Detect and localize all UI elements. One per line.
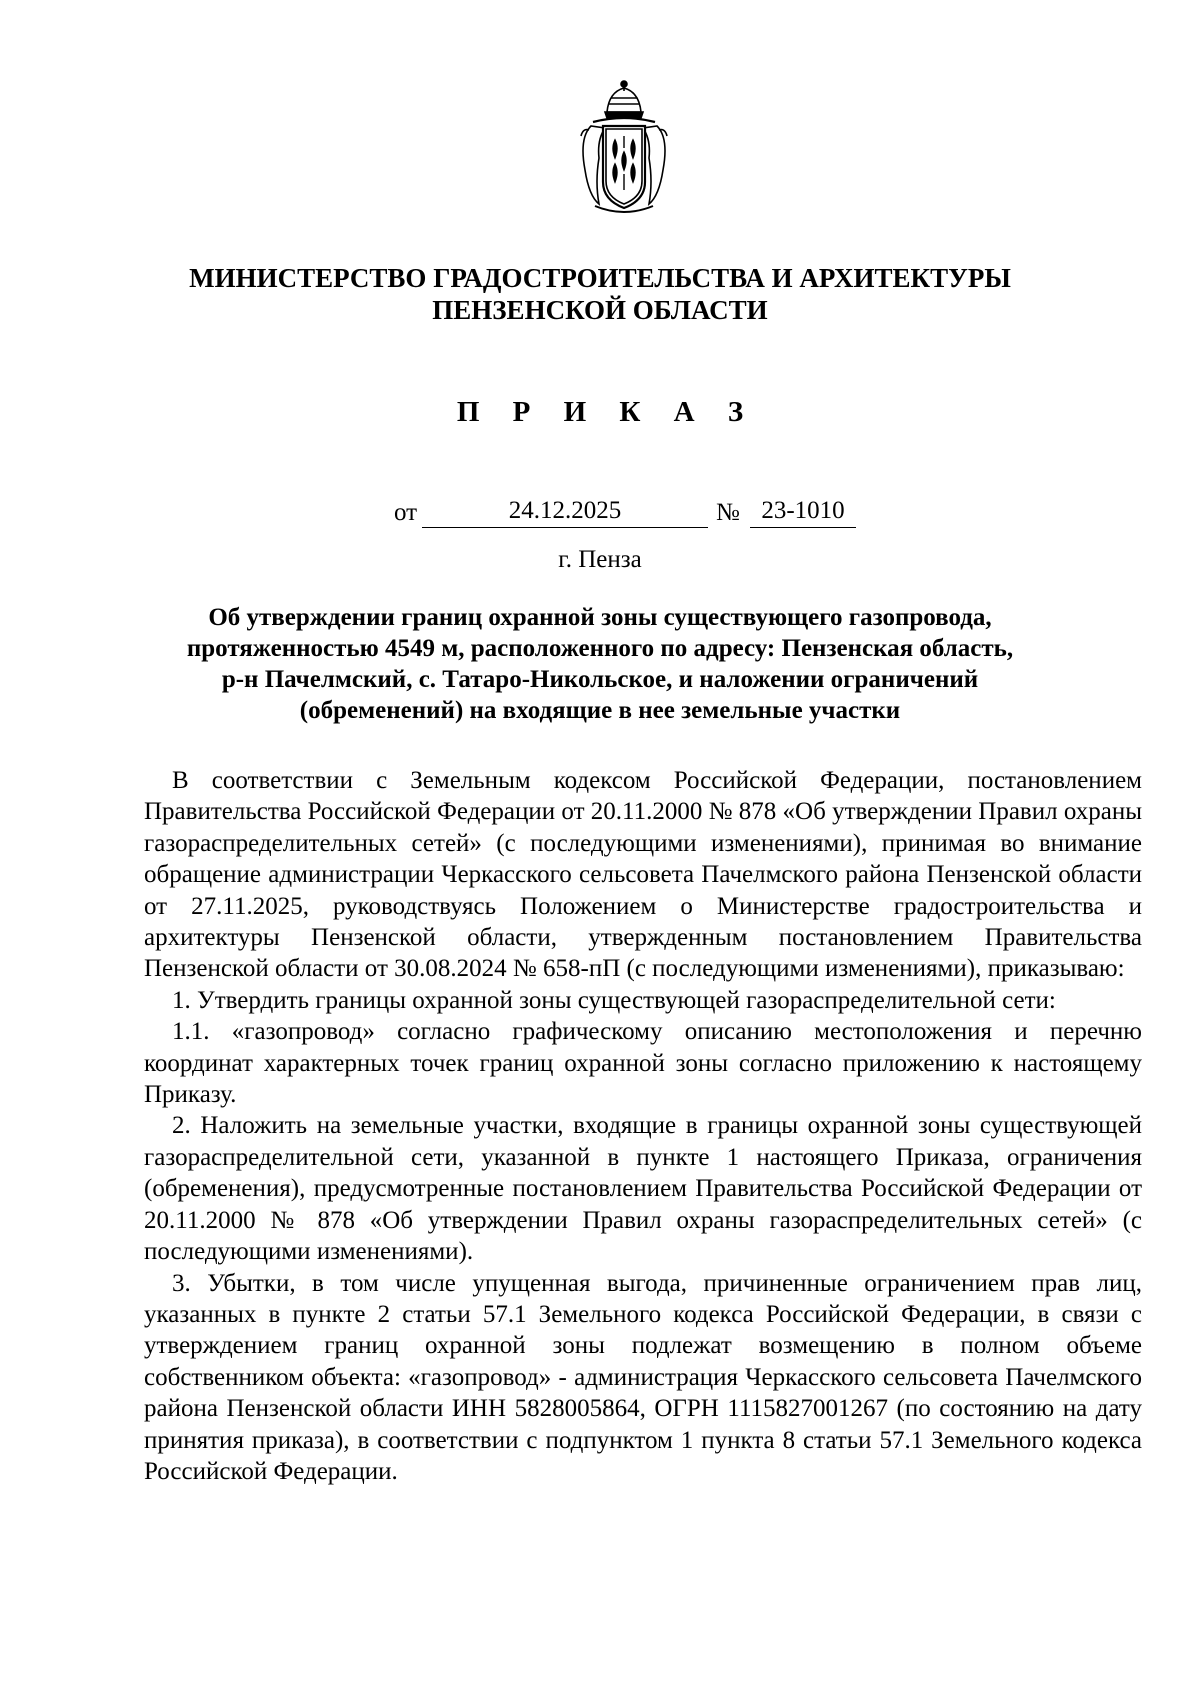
item-3-paragraph: 3. Убытки, в том числе упущенная выгода, причиненные ограничением прав лиц, указанных в пункте 2 статьи 57.1 Земельного кодекса Российской Федерации, в связи с утверждением границ охранной зоны подлежат возмещению в полном объеме собственником объекта: «газопровод» - администрация Черкасского сельсовета Пачелмского района Пензенской области ИНН 5828005864, ОГРН 1115827001267 (по состоянию на дату принятия приказа), в соответствии с подпунктом 1 пункта 8 статьи 57.1 Земельного кодекса Российской Федерации. [144,1269,1142,1485]
ministry-name-line-2: ПЕНЗЕНСКОЙ ОБЛАСТИ [432,295,768,325]
ministry-name-line-1: МИНИСТЕРСТВО ГРАДОСТРОИТЕЛЬСТВА И АРХИТЕКТУРЫ [189,263,1011,293]
order-number: 23-1010 [750,497,856,528]
date-label: от [394,499,418,526]
issue-city: г. Пенза [558,546,642,573]
item-1-1-paragraph: 1.1. «газопровод» согласно графическому описанию местоположения и перечню координат характерных точек границ охранной зоны согласно приложению к настоящему Приказу. [144,1018,1142,1109]
subject-line-1: Об утверждении границ охранной зоны существующего газопровода, [208,604,992,631]
subject-line-3: р-н Пачелмский, с. Татаро-Никольское, и наложении ограничений [221,666,979,693]
penza-coat-of-arms-icon [569,78,679,218]
subject-line-4: (обременений) на входящие в нее земельные участки [299,697,901,724]
order-date: 24.12.2025 [422,497,708,528]
number-label: № [716,499,740,526]
subject-line-2: протяженностью 4549 м, расположенного по адресу: Пензенская область, [186,635,1014,662]
item-2-paragraph: 2. Наложить на земельные участки, входящие в границы охранной зоны существующей газораспределительной сети, указанной в пункте 1 настоящего Приказа, ограничения (обременения), предусмотренные постановлением Правительства Российской Федерации от 20.11.2000 № 878 «Об утверждении Правил охраны газораспределительных сетей» (с последующими изменениями). [144,1112,1142,1266]
order-date-number-line [0,497,1200,531]
order-body [144,765,1142,1487]
preamble-paragraph: В соответствии с Земельным кодексом Российской Федерации, постановлением Правительства Российской Федерации от 20.11.2000 № 878 «Об утверждении Правил охраны газораспределительных сетей» (с последующими изменениями), принимая во внимание обращение администрации Черкасского сельсовета Пачелмского района Пензенской области от 27.11.2025, руководствуясь Положением о Министерстве градостроительства и архитектуры Пензенской области, утвержденным постановлением Правительства Пензенской области от 30.08.2024 № 658-пП (с последующими изменениями), приказываю: [144,767,1142,983]
order-subject [0,602,1200,726]
item-1-paragraph: 1. Утвердить границы охранной зоны существующей газораспределительной сети: [172,986,1056,1014]
ministry-name [0,262,1200,326]
order-title: П Р И К А З [456,396,757,428]
